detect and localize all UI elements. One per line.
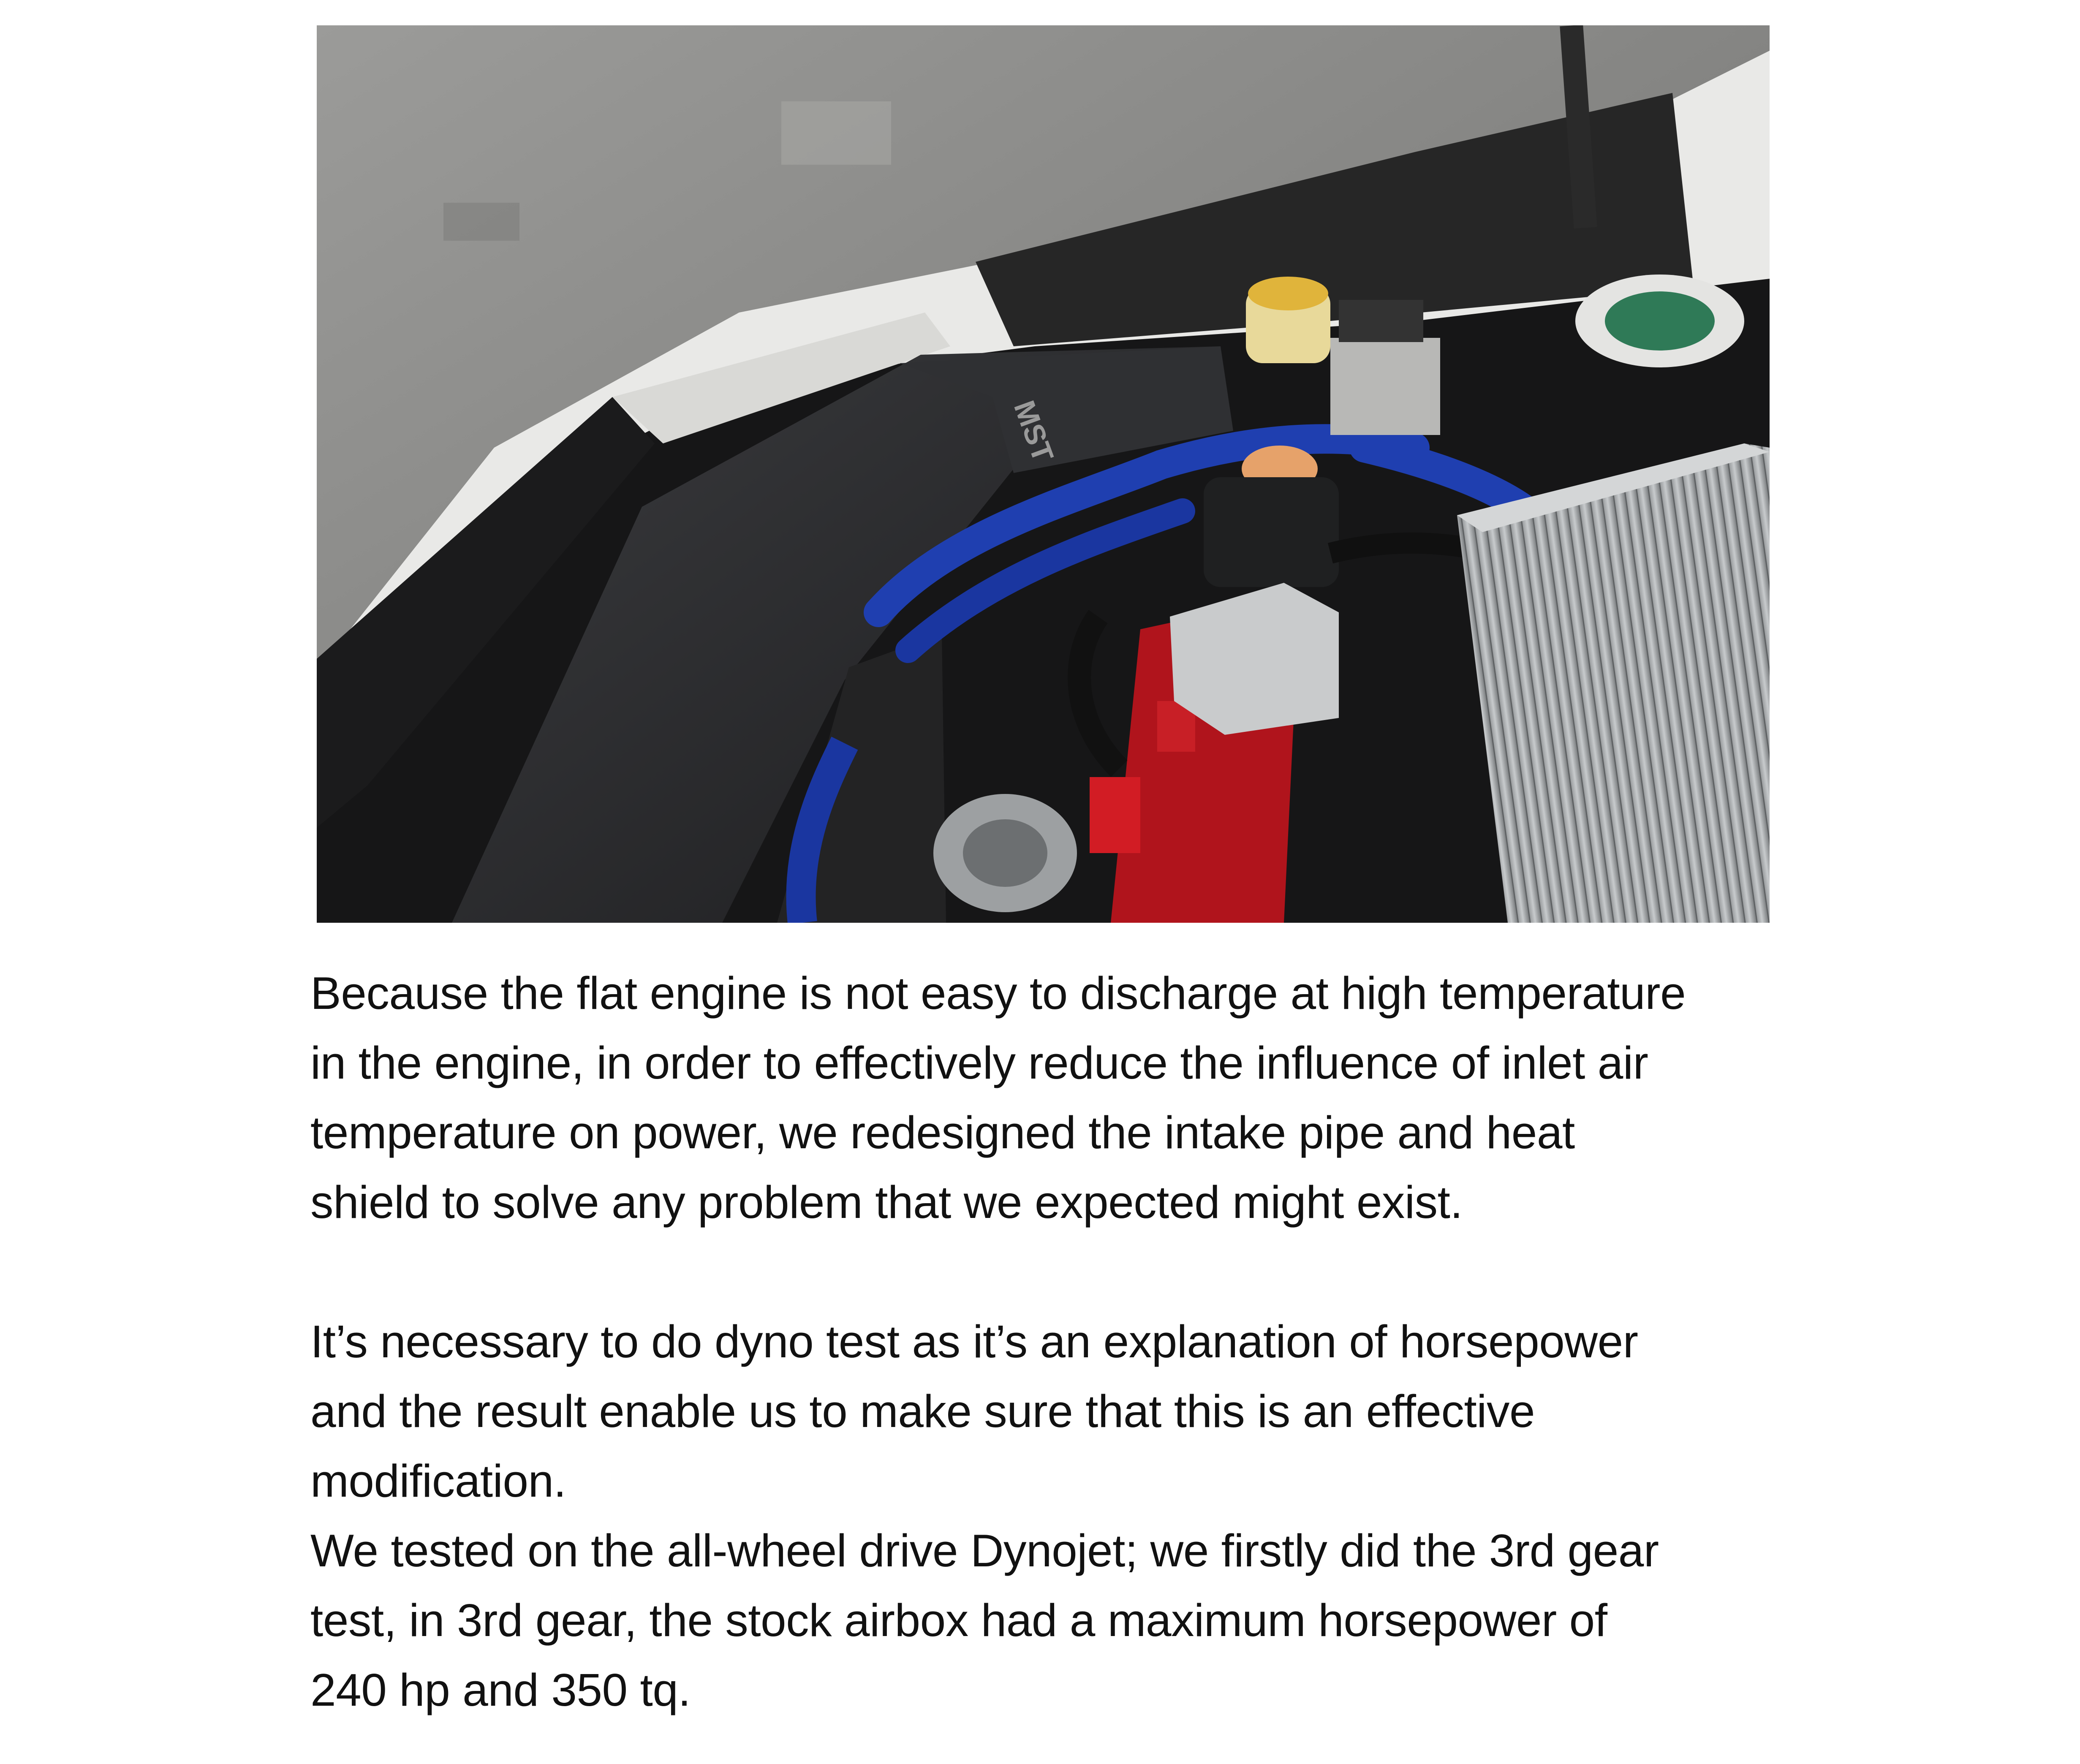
text-line: modification.	[310, 1455, 566, 1507]
text-line: test, in 3rd gear, the stock airbox had a maximum horsepower of	[310, 1595, 1607, 1646]
text-line: shield to solve any problem that we expected might exist.	[310, 1177, 1463, 1228]
text-line: in the engine, in order to effectively reduce the influence of inlet air	[310, 1037, 1648, 1089]
text-line: We tested on the all-wheel drive Dynojet; we firstly did the 3rd gear	[310, 1525, 1659, 1576]
text-line: and the result enable us to make sure that this is an effective	[310, 1386, 1535, 1437]
mst-logo: MST	[1007, 396, 1060, 466]
text-line: 240 hp and 350 tq.	[310, 1664, 691, 1716]
paragraph-spacer	[310, 1237, 1831, 1307]
text-line: It’s necessary to do dyno test as it’s an explanation of horsepower	[310, 1316, 1638, 1367]
engine-bay-photo	[317, 25, 1770, 923]
text-line: temperature on power, we redesigned the intake pipe and heat	[310, 1107, 1575, 1158]
article-text	[310, 959, 1831, 1725]
text-line: Because the flat engine is not easy to discharge at high temperature	[310, 968, 1686, 1019]
